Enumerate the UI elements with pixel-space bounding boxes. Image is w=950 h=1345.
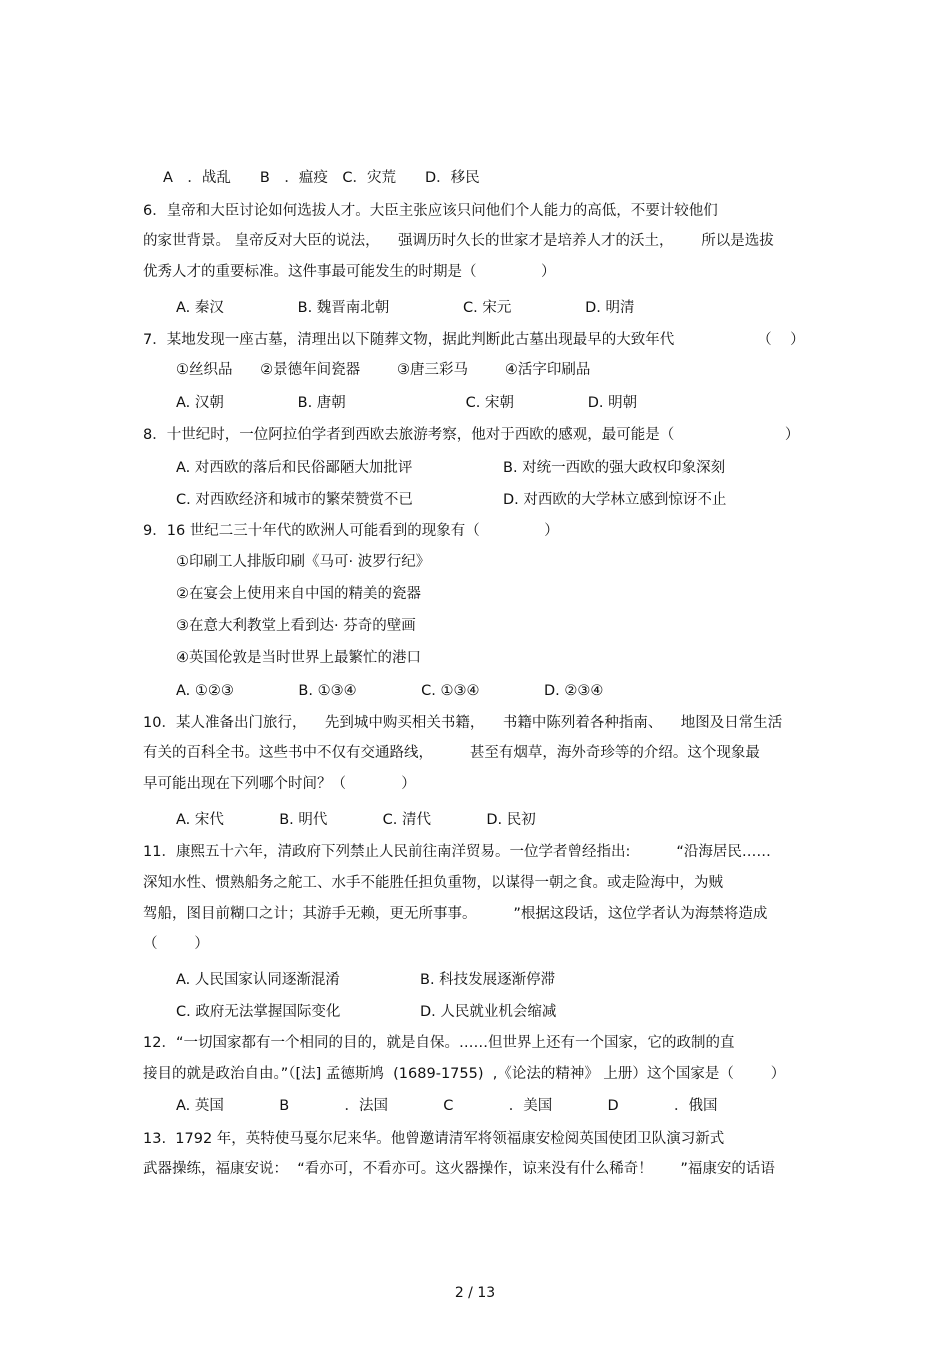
line-q6-options: A. 秦汉 B. 魏晋南北朝 C. 宋元 D. 明清 — [176, 300, 635, 316]
line-q13-stem-1: 13. 1792 年，英特使马戛尔尼来华。他曾邀请清军将领福康安检阅英国使团卫队演习新式 — [143, 1131, 725, 1147]
line-q7-options: A. 汉朝 B. 唐朝 C. 宋朝 D. 明朝 — [176, 395, 638, 411]
line-q6-stem-1: 6．皇帝和大臣讨论如何选拔人才。大臣主张应该只问他们个人能力的高低，不要计较他们 — [143, 203, 718, 219]
line-q11-stem-3: 驾船，图目前糊口之计；其游手无赖，更无所事事。 ”根据这段话，这位学者认为海禁将造成 — [143, 906, 768, 922]
line-q9-stem: 9．16 世纪二三十年代的欧洲人可能看到的现象有（ ） — [143, 523, 559, 539]
line-q11-option-b: B. 科技发展逐渐停滞 — [420, 972, 556, 988]
line-q12-stem-1: 12．“一切国家都有一个相同的目的，就是自保。……但世界上还有一个国家，它的政制的直 — [143, 1035, 735, 1051]
line-q7-stem: 7．某地发现一座古墓，清理出以下随葬文物，据此判断此古墓出现最早的大致年代 （ ） — [143, 332, 805, 348]
line-q10-stem-1: 10．某人准备出门旅行， 先到城中购买相关书籍， 书籍中陈列着各种指南、 地图及日常生活 — [143, 715, 783, 731]
line-q9-options: A. ①②③ B. ①③④ C. ①③④ D. ②③④ — [176, 683, 604, 699]
line-q10-stem-3: 早可能出现在下列哪个时间？（ ） — [143, 776, 416, 792]
line-q8-stem: 8．十世纪时，一位阿拉伯学者到西欧去旅游考察，他对于西欧的感观，最可能是（ ） — [143, 427, 800, 443]
line-q7-items: ①丝织品 ②景德年间瓷器 ③唐三彩马 ④活字印刷品 — [176, 362, 591, 378]
page-number: 2 / 13 — [454, 1285, 496, 1301]
line-q8-option-d: D. 对西欧的大学林立感到惊讶不止 — [503, 492, 727, 508]
line-q11-option-c: C. 政府无法掌握国际变化 — [176, 1004, 341, 1020]
line-q12-stem-2: 接目的就是政治自由。”（[法] 孟德斯鸠 (1689-1755) ,《论法的精神》 上册）这个国家是（ ） — [143, 1066, 786, 1082]
line-q9-item-4: ④英国伦敦是当时世界上最繁忙的港口 — [176, 650, 421, 666]
line-q9-item-3: ③在意大利教堂上看到达· 芬奇的壁画 — [176, 618, 416, 634]
line-q6-stem-3: 优秀人才的重要标准。这件事最可能发生的时期是（ ） — [143, 264, 556, 280]
line-q8-option-b: B. 对统一西欧的强大政权印象深刻 — [503, 460, 726, 476]
line-q8-option-a: A. 对西欧的落后和民俗鄙陋大加批评 — [176, 460, 413, 476]
line-q10-stem-2: 有关的百科全书。这些书中不仅有交通路线， 甚至有烟草，海外奇珍等的介绍。这个现象最 — [143, 745, 760, 761]
line-q11-option-a: A. 人民国家认同逐渐混淆 — [176, 972, 340, 988]
line-q11-option-d: D. 人民就业机会缩减 — [420, 1004, 557, 1020]
line-q10-options: A. 宋代 B. 明代 C. 清代 D. 民初 — [176, 812, 536, 828]
line-q9-item-1: ①印刷工人排版印刷《马可· 波罗行纪》 — [176, 554, 431, 570]
line-q12-options: A. 英国 B ．法国 C ．美国 D ．俄国 — [176, 1098, 718, 1114]
line-q11-stem-2: 深知水性、惯熟船务之舵工、水手不能胜任担负重物，以谋得一朝之食。或走险海中，为贼 — [143, 875, 723, 891]
line-q11-answer-paren: （ ） — [143, 936, 209, 952]
line-q6-stem-2: 的家世背景。 皇帝反对大臣的说法， 强调历时久长的世家才是培养人才的沃土， 所以是选拔 — [143, 233, 774, 249]
line-q11-stem-1: 11．康熙五十六年，清政府下列禁止人民前往南洋贸易。一位学者曾经指出: “沿海居民…… — [143, 844, 771, 860]
line-q8-option-c: C. 对西欧经济和城市的繁荣赞赏不已 — [176, 492, 413, 508]
line-q5-options: A ．战乱 B ．瘟疫 C．灾荒 D．移民 — [163, 170, 480, 186]
line-q9-item-2: ②在宴会上使用来自中国的精美的瓷器 — [176, 586, 421, 602]
line-q13-stem-2: 武器操练，福康安说： “看亦可，不看亦可。这火器操作，谅来没有什么稀奇！ ”福康安的话语 — [143, 1161, 775, 1177]
